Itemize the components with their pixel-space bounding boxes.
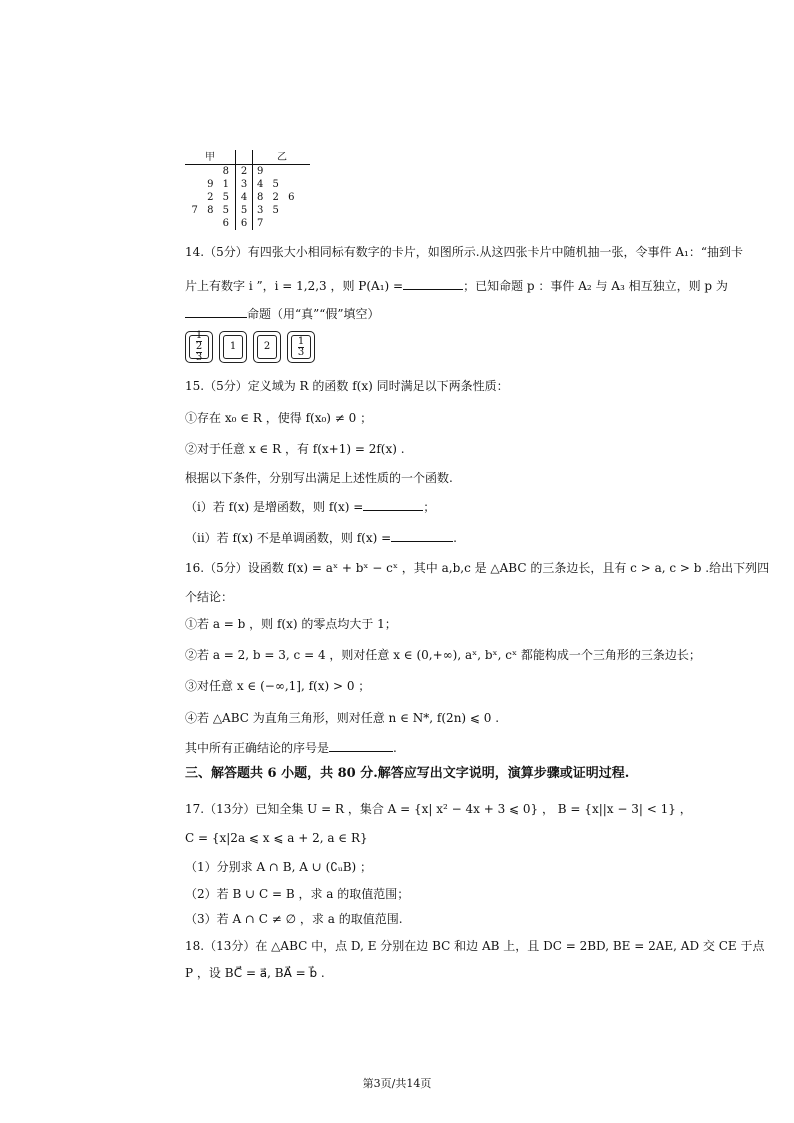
q16-line5: ③对任意 x ∈ (−∞,1], f(x) > 0 ； bbox=[185, 679, 371, 693]
stem-leaf-row: 7 8 5 5 3 5 bbox=[191, 205, 282, 216]
section-three-heading: 三、解答题共 6 小题，共 80 分.解答应写出文字说明，演算步骤或证明过程. bbox=[185, 766, 630, 781]
card-4: 1 3 bbox=[287, 331, 315, 363]
q15-line1: 15.（5分）定义域为 R 的函数 f(x) 同时满足以下两条性质： bbox=[185, 379, 509, 393]
q15-blank-2 bbox=[391, 528, 453, 542]
q18-line1: 18.（13分）在 △ABC 中，点 D, E 分别在边 BC 和边 AB 上，且 DC = 2BD, BE = 2AE, AD 交 CE 于点 bbox=[185, 939, 765, 953]
card-2: 1 bbox=[219, 331, 247, 363]
q15-line5: （i）若 f(x) 是增函数，则 f(x) = ； bbox=[185, 497, 435, 515]
stem-leaf-row: 8 2 9 bbox=[222, 166, 267, 177]
q17-line2: C = {x|2a ⩽ x ⩽ a + 2, a ∈ R} bbox=[185, 831, 368, 845]
page-number: 第3页/共14页 bbox=[362, 1077, 432, 1090]
stem-leaf-row: 2 5 4 8 2 6 bbox=[207, 192, 298, 203]
stem-leaf-left-header: 甲 bbox=[185, 150, 236, 165]
stem-leaf-row: 6 6 7 bbox=[222, 218, 267, 229]
q17-line4: （2）若 B ∪ C = B ，求 a 的取值范围； bbox=[185, 887, 410, 901]
q16-blank bbox=[329, 738, 393, 752]
q17-line5: （3）若 A ∩ C ≠ ∅ ，求 a 的取值范围. bbox=[185, 912, 403, 926]
q14-line1: 14.（5分）有四张大小相同标有数字的卡片，如图所示.从这四张卡片中随机抽一张，令事件 A₁：“抽到卡 bbox=[185, 245, 743, 259]
q16-line1: 16.（5分）设函数 f(x) = aˣ + bˣ − cˣ ，其中 a,b,c 是 △ABC 的三条边长，且有 c > a, c > b .给出下列四 bbox=[185, 561, 770, 575]
q18-line2: P ，设 BC⃗ = a⃗, BA⃗ = b⃗ . bbox=[185, 966, 325, 980]
q14-line2: 片上有数字 i ”，i = 1,2,3 ，则 P(A₁) = ；已知命题 p ：事件 A₂ 与 A₃ 相互独立，则 p 为 bbox=[185, 276, 728, 294]
q14-line3: 命题（用“真”“假”填空） bbox=[185, 304, 380, 322]
q16-line2: 个结论： bbox=[185, 590, 234, 604]
q14-blank-1 bbox=[403, 276, 463, 290]
q16-line3: ①若 a = b ，则 f(x) 的零点均大于 1； bbox=[185, 617, 397, 631]
q17-line3: （1）分别求 A ∩ B, A ∪ (∁ᵤB) ； bbox=[185, 860, 373, 874]
q16-line6: ④若 △ABC 为直角三角形，则对任意 n ∈ N*, f(2n) ⩽ 0 . bbox=[185, 711, 500, 725]
q15-line6: （ii）若 f(x) 不是单调函数，则 f(x) = . bbox=[185, 528, 457, 546]
stem-leaf-plot bbox=[185, 150, 310, 230]
card-3: 2 bbox=[253, 331, 281, 363]
q15-line4: 根据以下条件，分别写出满足上述性质的一个函数. bbox=[185, 471, 453, 485]
number-cards bbox=[185, 331, 315, 363]
q15-line2: ①存在 x₀ ∈ R ，使得 f(x₀) ≠ 0 ； bbox=[185, 411, 373, 425]
card-1: 1 2 3 bbox=[185, 331, 213, 363]
q14-blank-2 bbox=[185, 304, 247, 318]
q15-line3: ②对于任意 x ∈ R ，有 f(x+1) = 2f(x) . bbox=[185, 442, 405, 456]
q15-blank-1 bbox=[363, 497, 423, 511]
q16-line4: ②若 a = 2, b = 3, c = 4 ，则对任意 x ∈ (0,+∞), aˣ, bˣ, cˣ 都能构成一个三角形的三条边长； bbox=[185, 648, 701, 662]
q17-line1: 17.（13分）已知全集 U = R ，集合 A = {x| x² − 4x + 3 ⩽ 0} ， B = {x||x − 3| < 1} ， bbox=[185, 802, 692, 816]
q16-line7: 其中所有正确结论的序号是 . bbox=[185, 738, 397, 756]
stem-leaf-row: 9 1 3 4 5 bbox=[207, 179, 282, 190]
stem-leaf-right-header: 乙 bbox=[253, 150, 311, 165]
